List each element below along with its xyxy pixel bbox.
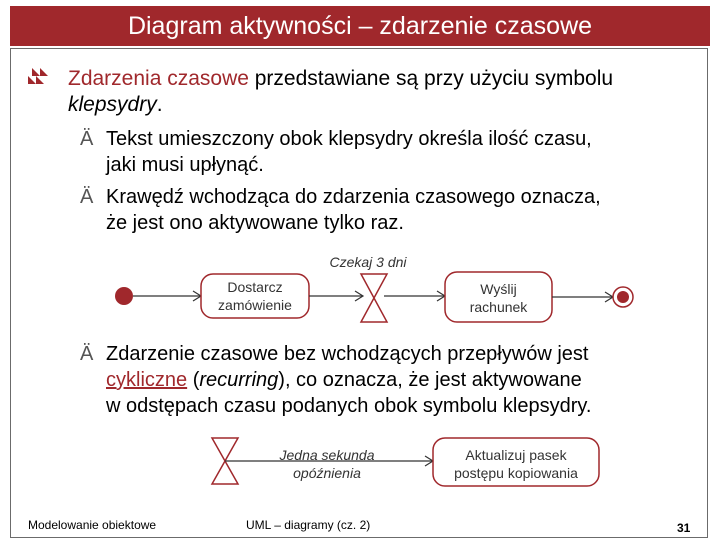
main-bullet-text: przedstawiane są przy użyciu symbolu: [248, 67, 614, 90]
action-deliver-order-line1: Dostarcz: [227, 279, 283, 295]
main-bullet-end: .: [156, 93, 163, 116]
action-send-invoice-line2: rachunek: [469, 299, 528, 315]
final-node-core: [617, 291, 629, 303]
sub-bullet-3: [106, 341, 706, 419]
main-bullet-italic: klepsydry: [68, 93, 157, 116]
initial-node: [115, 287, 133, 305]
hourglass-icon: [361, 274, 387, 322]
arrow-bullet-icon: Ä: [80, 186, 94, 208]
arrow-bullet-icon: Ä: [80, 128, 94, 150]
main-bullet-highlight: Zdarzenia czasowe: [68, 67, 249, 90]
cyclic-link[interactable]: cykliczne: [106, 369, 188, 391]
sub-bullet-2-line1: Krawędź wchodząca do zdarzenia czasowego oznacza,: [106, 186, 601, 208]
sub-bullet-3-line3: w odstępach czasu podanych obok symbolu klepsydry.: [106, 395, 592, 417]
sub-bullet-3-italic: recurring: [199, 369, 279, 391]
sub-bullet-3-line1: Zdarzenie czasowe bez wchodzących przepływów jest: [106, 343, 589, 365]
sub-bullet-1-line2: jaki musi upłynąć.: [106, 154, 264, 176]
action-send-invoice-line1: Wyślij: [480, 281, 517, 297]
sub-bullet-2-line2: że jest ono aktywowane tylko raz.: [106, 212, 404, 234]
action-update-progress-line1: Aktualizuj pasek: [465, 447, 567, 463]
arrow-bullet-icon: Ä: [80, 343, 94, 365]
time-label-wait: Czekaj 3 dni: [329, 254, 407, 270]
action-deliver-order-label: [203, 278, 307, 314]
sub-bullet-3-rest: ), co oznacza, że jest aktywowane: [278, 369, 582, 391]
action-update-progress-label: [435, 446, 597, 482]
action-update-progress-line2: postępu kopiowania: [454, 465, 578, 481]
sub-bullet-3-mid: (: [187, 369, 200, 391]
time-label-delay: [262, 446, 392, 482]
time-label-delay-line2: opóźnienia: [293, 465, 361, 481]
sub-bullet-1-line1: Tekst umieszczony obok klepsydry określa ilość czasu,: [106, 128, 592, 150]
action-send-invoice-label: [447, 280, 550, 316]
footer-center: UML – diagramy (cz. 2): [246, 518, 371, 532]
page-title: Diagram aktywności – zdarzenie czasowe: [10, 6, 710, 46]
action-deliver-order-line2: zamówienie: [218, 297, 292, 313]
page-number: 31: [677, 521, 691, 535]
footer-left: Modelowanie obiektowe: [28, 518, 157, 532]
time-label-delay-line1: Jedna sekunda: [279, 447, 375, 463]
